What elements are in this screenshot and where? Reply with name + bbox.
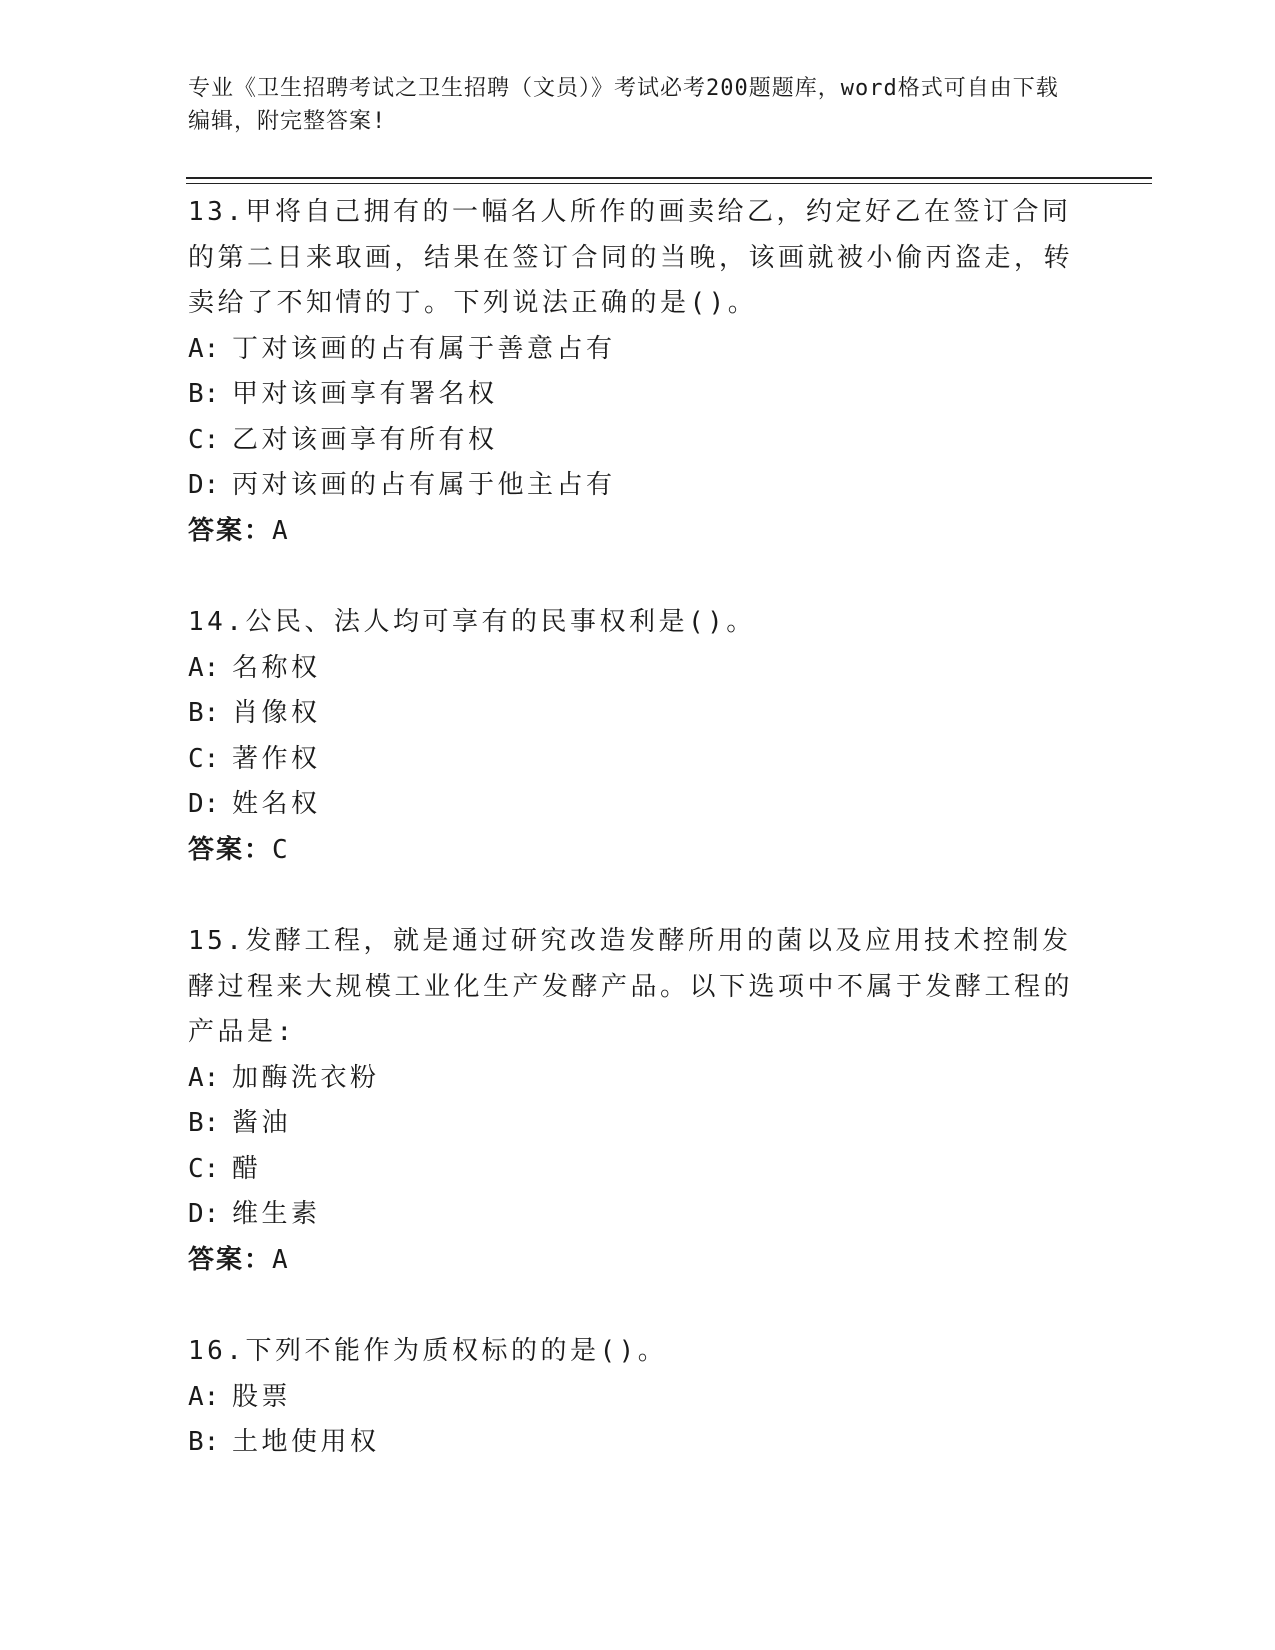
answer-line xyxy=(188,828,1088,874)
question-15 xyxy=(188,919,1088,1283)
question-14 xyxy=(188,600,1088,873)
option-text: 土地使用权 xyxy=(232,1427,380,1457)
option-c xyxy=(188,418,1088,464)
option-a xyxy=(188,327,1088,373)
option-key: D: xyxy=(188,789,220,819)
document-header: 专业《卫生招聘考试之卫生招聘（文员）》考试必考200题题库，word格式可自由下载编辑，附完整答案! xyxy=(188,76,1059,134)
option-text: 酱油 xyxy=(232,1108,292,1138)
option-key: B: xyxy=(188,698,220,728)
option-key: D: xyxy=(188,470,220,500)
option-key: B: xyxy=(188,1108,220,1138)
option-text: 著作权 xyxy=(232,743,321,774)
option-text: 肖像权 xyxy=(232,698,321,728)
option-key: B: xyxy=(188,1427,220,1457)
option-b xyxy=(188,372,1088,418)
question-16 xyxy=(188,1329,1088,1466)
answer-value: A xyxy=(272,1244,289,1275)
option-a xyxy=(188,1056,1088,1102)
header-divider-thick xyxy=(186,177,1152,179)
option-text: 丙对该画的占有属于他主占有 xyxy=(232,470,616,500)
option-key: A: xyxy=(188,333,220,364)
header-divider-thin xyxy=(186,183,1152,184)
answer-label: 答案： xyxy=(188,1244,273,1275)
option-key: A: xyxy=(188,1062,220,1093)
answer-line xyxy=(188,1238,1088,1284)
option-text: 丁对该画的占有属于善意占有 xyxy=(232,333,616,364)
question-stem: 15.发酵工程，就是通过研究改造发酵所用的菌以及应用技术控制发酵过程来大规模工业化生产发酵产品。以下选项中不属于发酵工程的产品是: xyxy=(188,926,1074,1047)
option-b xyxy=(188,691,1088,737)
option-a xyxy=(188,646,1088,692)
question-stem: 13.甲将自己拥有的一幅名人所作的画卖给乙，约定好乙在签订合同的第二日来取画，结果在签订合同的当晚，该画就被小偷丙盗走，转卖给了不知情的丁。下列说法正确的是()。 xyxy=(188,197,1074,318)
option-c xyxy=(188,1147,1088,1193)
answer-label: 答案： xyxy=(188,515,273,546)
option-key: D: xyxy=(188,1199,220,1229)
option-text: 加酶洗衣粉 xyxy=(232,1062,380,1093)
option-text: 维生素 xyxy=(232,1199,321,1229)
option-d xyxy=(188,782,1088,828)
option-key: A: xyxy=(188,652,220,683)
option-d xyxy=(188,1192,1088,1238)
option-key: C: xyxy=(188,424,220,455)
option-text: 姓名权 xyxy=(232,789,321,819)
option-d xyxy=(188,463,1088,509)
option-text: 股票 xyxy=(232,1381,292,1412)
option-key: C: xyxy=(188,743,220,774)
option-text: 乙对该画享有所有权 xyxy=(232,424,498,455)
question-list xyxy=(188,190,1088,1512)
option-a xyxy=(188,1375,1088,1421)
question-stem: 14.公民、法人均可享有的民事权利是()。 xyxy=(188,607,756,637)
option-text: 名称权 xyxy=(232,652,321,683)
answer-label: 答案： xyxy=(188,834,273,865)
option-c xyxy=(188,737,1088,783)
answer-value: C xyxy=(272,834,289,865)
option-b xyxy=(188,1420,1088,1466)
option-text: 甲对该画享有署名权 xyxy=(232,379,498,409)
option-key: B: xyxy=(188,379,220,409)
option-key: A: xyxy=(188,1381,220,1412)
question-stem: 16.下列不能作为质权标的的是()。 xyxy=(188,1336,668,1366)
option-text: 醋 xyxy=(232,1153,262,1184)
answer-line xyxy=(188,509,1088,555)
answer-value: A xyxy=(272,515,289,546)
question-13 xyxy=(188,190,1088,554)
option-b xyxy=(188,1101,1088,1147)
option-key: C: xyxy=(188,1153,220,1184)
